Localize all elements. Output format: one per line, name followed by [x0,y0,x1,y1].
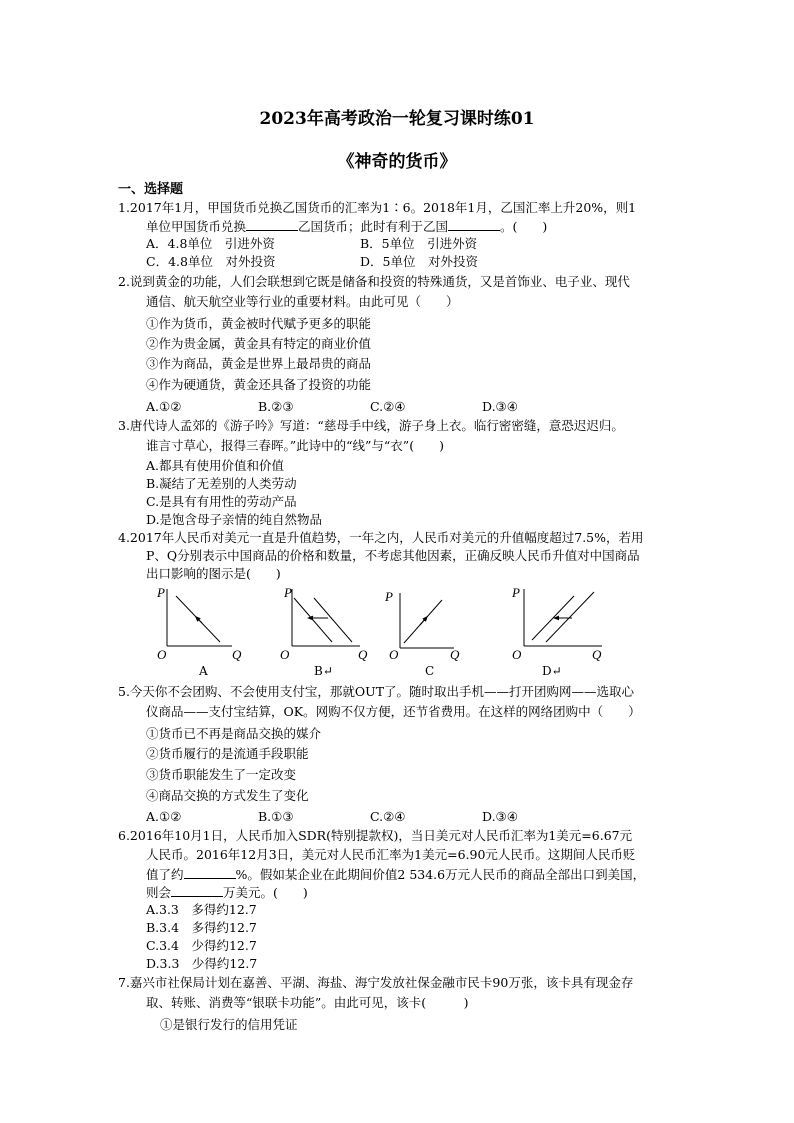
q2-option-d: D.③④ [482,399,518,414]
q5-option-d: D.③④ [482,809,518,824]
q1-line1: 1.2017年1月，甲国货币兑换乙国货币的汇率为1∶6。2018年1月，乙国汇率上升20%，则1 [118,200,637,215]
q2-statement-3: ③作为商品，黄金是世界上最昂贵的商品 [146,356,372,371]
q4-line1: 4.2017年人民币对美元一直是升值趋势，一年之内，人民币对美元的升值幅度超过7.5%，若用 [118,530,644,545]
q4-graph-d-axis-p: P [512,585,520,600]
q4-graph-d-axis-q: Q [592,647,602,662]
q1-line2: 单位甲国货币兑换 乙国货币；此时有利于乙国 。( ) [146,219,548,234]
q7-line1: 7.嘉兴市社保局计划在嘉善、平湖、海盐、海宁发放社保金融市民卡90万张，该卡具有现金存 [118,975,634,990]
q3-line2: 谁言寸草心，报得三春晖。”此诗中的“线”与“衣”( ) [146,438,444,453]
q4-graph-a-axis-q: Q [232,647,242,662]
q7-statement-1: ①是银行发行的信用凭证 [160,1017,298,1032]
q6-line2: 人民币。2016年12月3日，美元对人民币汇率为1美元=6.90元人民币。这期间人民币贬 [146,847,636,862]
q2-option-a: A.①② [146,399,182,414]
q4-graph-a-origin: O [157,647,167,662]
q4-graph-c-origin: O [389,647,399,662]
q1-option-d: D．5单位 对外投资 [360,254,478,269]
q6-line4: 则会 万美元。( ) [146,885,308,900]
q6-blank-1 [184,866,236,879]
q2-statement-2: ②作为贵金属，黄金具有特定的商业价值 [146,336,372,351]
q7-line2: 取、转账、消费等“银联卡功能”。由此可见，该卡( ) [146,995,469,1010]
q5-line2: 仪商品——支付宝结算，OK。网购不仅方便，还节省费用。在这样的网络团购中（ ） [146,704,641,719]
q4-graph-b-label: B↵ [314,664,333,678]
q1-blank-2 [448,218,500,231]
q3-option-b: B.凝结了无差别的人类劳动 [146,476,297,491]
section-heading: 一、选择题 [118,182,184,197]
q6-line3: 值了约 %。假如某企业在此期间价值2 534.6万元人民币的商品全部出口到美国， [146,867,646,882]
q1-option-a: A．4.8单位 引进外资 [146,236,275,251]
page-title: 2023年高考政治一轮复习课时练01 [259,109,535,129]
q4-graph-b-axis-q: Q [358,647,368,662]
q4-graph-b-origin: O [280,647,290,662]
q5-statement-3: ③货币职能发生了一定改变 [146,767,297,782]
q2-line2: 通信、航天航空业等行业的重要材料。由此可见（ ） [146,294,459,309]
q4-graph-c-axis-q: Q [450,647,460,662]
q2-option-b: B.②③ [258,399,294,414]
q5-option-c: C.②④ [370,809,406,824]
q5-option-b: B.①③ [258,809,294,824]
q5-statement-1: ①货币已不再是商品交换的媒介 [146,726,322,741]
q6-option-c: C.3.4 少得约12.7 [146,938,257,953]
q4-graph-d-label: D↵ [542,664,562,678]
q4-graph-c [386,588,486,668]
q4-line2: P、Q分别表示中国商品的价格和数量，不考虑其他因素，正确反映人民币升值对中国商品 [146,548,640,563]
q1-blank-1 [246,218,298,231]
q4-graph-b-axis-p: P [284,585,292,600]
q4-line3: 出口影响的图示是( ) [146,566,281,581]
q5-statement-4: ④商品交换的方式发生了变化 [146,788,309,803]
q2-statement-4: ④作为硬通货，黄金还具备了投资的功能 [146,377,372,392]
q6-option-b: B.3.4 多得约12.7 [146,920,257,935]
q4-graph-c-label: C [425,664,435,678]
q3-line1: 3.唐代诗人孟郊的《游子吟》写道：“慈母手中线，游子身上衣。临行密密缝，意恐迟迟归。 [118,418,624,433]
q6-line1: 6.2016年10月1日，人民币加入SDR(特别提款权)，当日美元对人民币汇率为1美元=6.67元 [118,828,633,843]
q4-graph-a-axis-p: P [157,585,165,600]
q2-statement-1: ①作为货币，黄金被时代赋予更多的职能 [146,316,372,331]
q4-graph-d [510,584,620,664]
q3-option-a: A.都具有使用价值和价值 [146,458,285,473]
q6-option-d: D.3.3 少得约12.7 [146,956,258,971]
q6-blank-2 [171,884,223,897]
q1-option-b: B．5单位 引进外资 [360,236,478,251]
q2-option-c: C.②④ [370,399,406,414]
q4-graph-a-label: A [199,664,208,678]
q3-option-c: C.是具有有用性的劳动产品 [146,494,297,509]
q5-line1: 5.今天你不会团购、不会使用支付宝，那就OUT了。随时取出手机——打开团购网——选取心 [118,684,635,699]
q4-graph-d-origin: O [512,647,522,662]
q4-graph-c-axis-p: P [385,589,393,604]
q1-option-c: C．4.8单位 对外投资 [146,254,276,269]
q3-option-d: D.是饱含母子亲情的纯自然物品 [146,512,323,527]
q2-line1: 2.说到黄金的功能，人们会联想到它既是储备和投资的特殊通货，又是首饰业、电子业、现代 [118,274,630,289]
q5-option-a: A.①② [146,809,182,824]
q6-option-a: A.3.3 多得约12.7 [146,902,257,917]
page-subtitle: 《神奇的货币》 [337,152,457,172]
q5-statement-2: ②货币履行的是流通手段职能 [146,746,309,761]
